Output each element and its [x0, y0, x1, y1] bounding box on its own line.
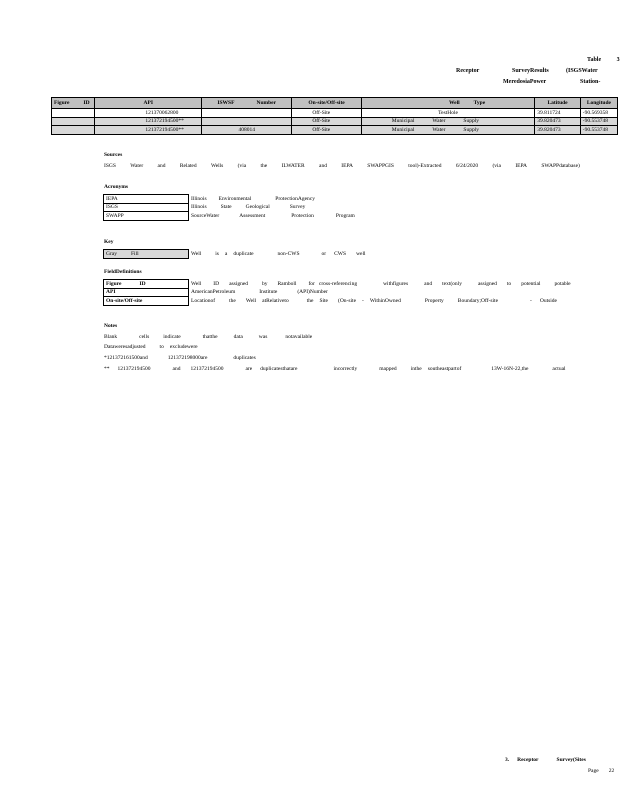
cell-latitude: 39.820473 [535, 117, 581, 126]
cell-api: 121370062800 [95, 109, 202, 118]
table-subtitle-2 [503, 79, 613, 85]
acronym-row [104, 212, 357, 221]
table-number: 3 [616, 57, 620, 63]
acronyms-heading: Acronyms [104, 184, 129, 190]
acronym-key: SWAPP [104, 212, 189, 221]
definition-row [104, 288, 574, 297]
cell-latitude: 39.811724 [535, 109, 581, 118]
acronym-value: SourceWater Assessment Protection Program [191, 212, 355, 219]
definition-key: On-site/Off-site [104, 297, 189, 306]
col-figure-id: Figure ID [52, 98, 95, 109]
cell-well-type: Municipal Water Supply [361, 126, 535, 135]
acronym-value: Illinois Environmental ProtectionAgency [191, 195, 315, 202]
definition-value: Well ID assigned by Ramboll for cross-referencing withfigures and text(only assigned to potential potable [191, 280, 571, 287]
notes-heading: Notes [104, 323, 118, 329]
notes-line: *121372161500and 121372198000are duplicates [104, 355, 256, 361]
table-title [587, 57, 620, 63]
subtitle-word: SurveyResults [512, 68, 549, 74]
cell-longitude: -90.553748 [580, 117, 617, 126]
field-definitions-heading: FieldDefinitions [104, 269, 142, 275]
key-row [104, 250, 368, 259]
subtitle-word: (ISGSWater [566, 68, 598, 74]
notes-line: ** 121372194500 and 121372194500 are duplicatesthatare incorrectly mapped inthe southeastpartof 13W-16N-22,the actual [104, 366, 566, 372]
cell-longitude: -90.553748 [580, 126, 617, 135]
footer-title: 3. Receptor Survey(Sites [505, 757, 586, 763]
definition-row [104, 280, 574, 289]
table-subtitle-1 [456, 68, 616, 74]
subtitle-word: MeredosiaPower [503, 79, 547, 85]
cell-iswsf [202, 117, 292, 126]
sources-line: ISGS Water and Related Wells (via the ILWATER and IEPA SWAPPGIS tool)-Extracted 6/24/2020 (via IEPA SWAPPdatabase) [104, 163, 580, 169]
cell-figure-id [52, 117, 95, 126]
acronym-value: Illinois State Geological Survey [191, 204, 306, 211]
cell-figure-id [52, 109, 95, 118]
cell-well-type: TestHole [361, 109, 535, 118]
definition-value: AmericanPetroleum Institute (API)Number [191, 289, 328, 296]
acronym-key: IEPA [104, 195, 189, 204]
table-header-row [52, 98, 618, 109]
definition-key: API [104, 288, 189, 297]
cell-longitude: -90.569358 [580, 109, 617, 118]
definition-row [104, 297, 574, 306]
col-well-type: Well Type [361, 98, 535, 109]
receptor-table [51, 97, 618, 135]
cell-well-type: Municipal Water Supply [361, 117, 535, 126]
acronyms-table [103, 194, 357, 221]
notes-line: Blank cells indicate thatthe data was notavailable [104, 334, 313, 340]
col-iswsf-number: ISWSF Number [202, 98, 292, 109]
cell-iswsf: 408014 [202, 126, 292, 135]
col-onsite-offsite: On-site/Off-site [292, 98, 361, 109]
table-row [52, 126, 618, 135]
table-row [52, 117, 618, 126]
page-number: Page 22 [588, 768, 615, 774]
acronym-row [104, 195, 357, 204]
col-longitude: Longitude [580, 98, 617, 109]
acronym-row [104, 203, 357, 212]
definition-value: Locationof the Well atRelativeto the Site (On-site - WithinOwned Property Boundary;Off-site - Outside [191, 297, 557, 304]
key-heading: Key [104, 239, 114, 245]
col-api: API [95, 98, 202, 109]
definition-key: Figure ID [104, 280, 189, 289]
acronym-key: ISGS [104, 203, 189, 212]
field-definitions-table [103, 279, 574, 306]
notes-line: Dataweresadjusted to excludewere [104, 344, 198, 350]
cell-api: 121372194500** [95, 117, 202, 126]
cell-onoff: Off-Site [292, 126, 361, 135]
table-row [52, 109, 618, 118]
gray-fill-swatch: Gray Fill [104, 250, 189, 259]
cell-iswsf [202, 109, 292, 118]
cell-onoff: Off-Site [292, 109, 361, 118]
col-latitude: Latitude [535, 98, 581, 109]
cell-latitude: 39.820473 [535, 126, 581, 135]
table-label: Table [587, 57, 602, 63]
key-table [103, 249, 368, 259]
key-description: Well is a duplicate non-CWS or CWS well [191, 250, 366, 257]
subtitle-word: Receptor [456, 68, 480, 74]
cell-onoff: Off-Site [292, 117, 361, 126]
cell-figure-id [52, 126, 95, 135]
subtitle-word: Station- [580, 79, 601, 85]
sources-heading: Sources [104, 152, 123, 158]
cell-api: 121372194500** [95, 126, 202, 135]
